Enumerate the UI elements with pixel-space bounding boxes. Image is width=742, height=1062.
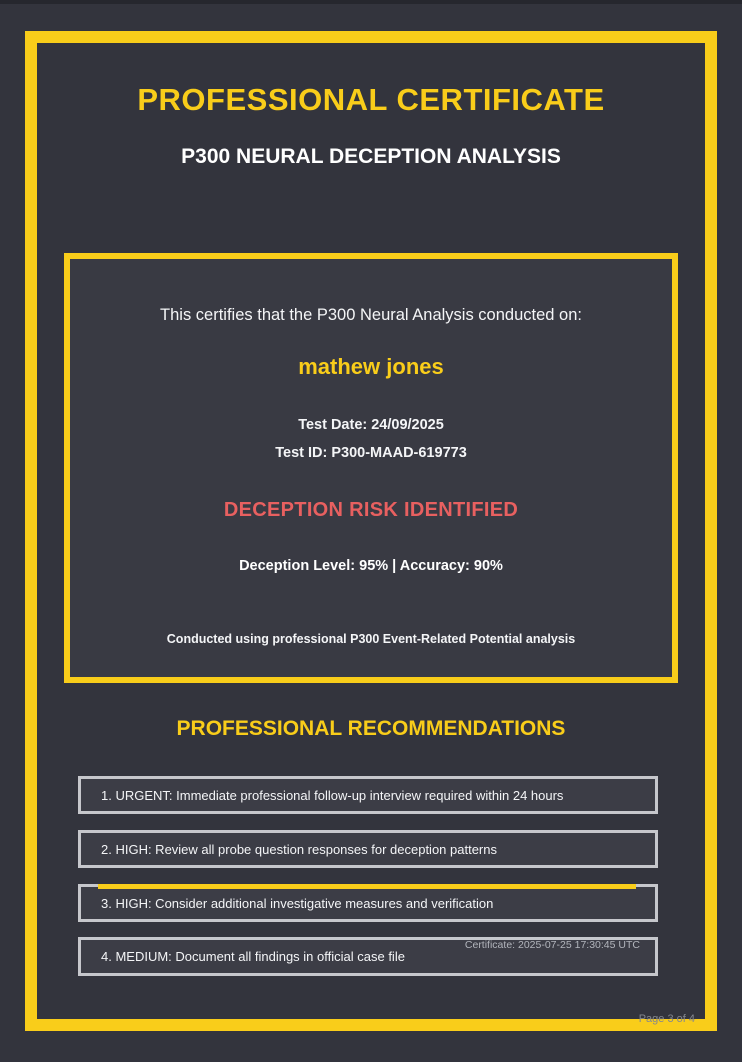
- page-title: PROFESSIONAL CERTIFICATE: [137, 82, 605, 117]
- recommendation-text-1: 1. URGENT: Immediate professional follow-up interview required within 24 hours: [101, 787, 564, 803]
- recommendations-heading: PROFESSIONAL RECOMMENDATIONS: [176, 717, 566, 740]
- yellow-accent-strip: [98, 884, 636, 889]
- recommendation-item-1: [78, 776, 658, 814]
- subject-name: mathew jones: [298, 354, 444, 379]
- recommendation-text-4: 4. MEDIUM: Document all findings in official case file: [101, 949, 405, 964]
- certificate-inner-box: [64, 253, 678, 683]
- risk-status-heading: DECEPTION RISK IDENTIFIED: [223, 499, 519, 521]
- test-date: Test Date: 24/09/2025: [298, 417, 444, 433]
- recommendation-text-3: 3. HIGH: Consider additional investigative measures and verification: [101, 895, 494, 911]
- page-indicator: Page 3 of 4: [638, 1013, 695, 1025]
- certificate-intro-text: This certifies that the P300 Neural Analysis conducted on:: [160, 306, 582, 324]
- page-subtitle: P300 NEURAL DECEPTION ANALYSIS: [181, 145, 561, 168]
- recommendation-item-2: [78, 830, 658, 868]
- deception-metrics: Deception Level: 95% | Accuracy: 90%: [239, 558, 503, 574]
- recommendation-item-3: [78, 884, 658, 922]
- certificate-timestamp: Certificate: 2025-07-25 17:30:45 UTC: [464, 939, 640, 951]
- recommendation-text-2: 2. HIGH: Review all probe question responses for deception patterns: [101, 841, 497, 857]
- page-top-edge: [0, 0, 742, 4]
- test-id: Test ID: P300-MAAD-619773: [275, 445, 467, 461]
- method-note: Conducted using professional P300 Event-Related Potential analysis: [166, 632, 576, 646]
